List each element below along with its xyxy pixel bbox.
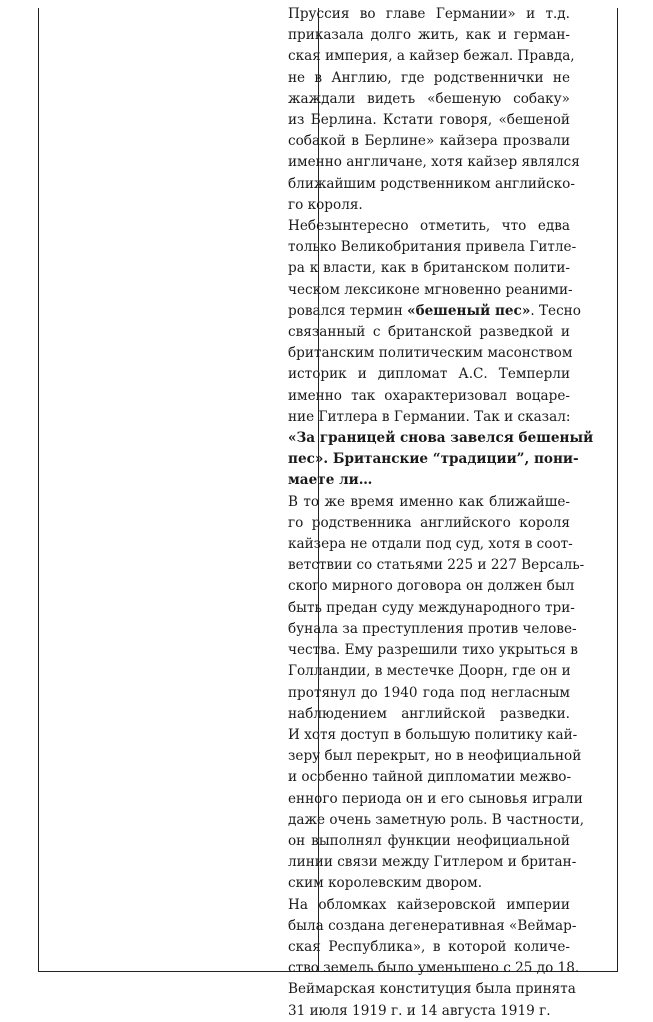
text-line: [288, 767, 570, 788]
text-run: он выполнял функции неофициальной: [288, 832, 570, 849]
text-run: наблюдением английской разведки.: [288, 705, 570, 722]
text-line: [288, 428, 594, 449]
text-line: [288, 301, 581, 322]
text-run: На обломках кайзеровской империи: [288, 896, 570, 913]
text-line: [288, 831, 570, 852]
text-line: [288, 661, 570, 682]
text-line: [288, 534, 573, 555]
text-run: Пруссия во главе Германии» и т.д.: [288, 6, 570, 22]
text-line: [288, 449, 579, 470]
text-line: [288, 386, 570, 407]
text-line: [288, 683, 570, 704]
text-run: ческом лексиконе мгновенно реаними-: [288, 281, 573, 298]
text-run: ская Республика», в которой количе-: [288, 938, 570, 955]
text-run: бунала за преступления против челове-: [288, 620, 577, 637]
text-run: ветствии со статьями 225 и 227 Версаль-: [288, 557, 585, 574]
text-run: ская империя, а кайзер бежал. Правда,: [288, 48, 575, 65]
text-run: не в Англию, где родственнички не: [288, 69, 570, 86]
text-run: И хотя доступ в большую политику кай-: [288, 726, 578, 743]
text-line: [288, 810, 585, 831]
text-run: историк и дипломат А.С. Темперли: [288, 366, 570, 383]
text-line: [288, 174, 575, 195]
text-line: [288, 407, 570, 428]
text-line: [288, 916, 577, 937]
text-line: [288, 25, 570, 46]
text-run: ра к власти, как в британском полити-: [288, 260, 570, 277]
text-line: [288, 704, 570, 725]
text-line: [288, 4, 570, 25]
text-line: [288, 470, 570, 491]
text-line: [288, 725, 578, 746]
text-run: линии связи между Гитлером и британ-: [288, 854, 577, 871]
text-line: [288, 513, 570, 534]
text-line: [288, 789, 583, 810]
bold-text-run: «бешеный пес»: [407, 302, 531, 319]
text-run: ние Гитлера в Германии. Так и сказал:: [288, 408, 571, 425]
text-run: кайзера не отдали под суд, хотя в соот-: [288, 536, 573, 553]
text-run: даже очень заметную роль. В частности,: [288, 811, 585, 828]
text-line: [288, 492, 570, 513]
text-line: [288, 852, 577, 873]
text-run: го короля.: [288, 196, 363, 213]
text-run: Небезынтересно отметить, что едва: [288, 218, 570, 235]
text-run: ровался термин: [288, 302, 408, 319]
text-run: Голландии, в местечке Доорн, где он и: [288, 663, 571, 680]
text-line: [288, 1001, 570, 1022]
text-run: только Великобритания привела Гитле-: [288, 239, 577, 256]
text-line: [288, 89, 570, 110]
text-run: быть предан суду международного три-: [288, 599, 575, 616]
text-line: [288, 46, 575, 67]
text-line: [288, 195, 570, 216]
text-run: из Берлина. Кстати говоря, «бешеной: [288, 112, 570, 129]
text-run: зеру был перекрыт, но в неофициальной: [288, 748, 582, 765]
text-line: [288, 322, 570, 343]
text-line: [288, 152, 580, 173]
text-line: [288, 343, 573, 364]
text-line: [288, 895, 570, 916]
text-run: ближайшим родственником английско-: [288, 175, 575, 192]
text-line: [288, 576, 575, 597]
text-run: го родственника английского короля: [288, 514, 570, 531]
text-run: Веймарская конституция была принята: [288, 981, 576, 998]
text-run: ского мирного договора он должен был: [288, 578, 575, 595]
bold-text-run: пес». Британские “традиции”, пони-: [288, 451, 579, 468]
text-run: была создана дегенеративная «Веймар-: [288, 917, 577, 934]
text-run: именно англичане, хотя кайзер являлся: [288, 154, 580, 171]
text-line: [288, 746, 582, 767]
text-line: [288, 364, 570, 385]
text-run: протянул до 1940 года под негласным: [288, 684, 570, 701]
text-run: приказала долго жить, как и герман-: [288, 27, 570, 44]
text-line: [288, 216, 570, 237]
text-line: [288, 555, 585, 576]
text-run: ство земель было уменьшено с 25 до 18.: [288, 960, 580, 977]
bold-text-run: «За границей снова завелся бешеный: [288, 430, 594, 447]
text-run: В то же время именно как ближайше-: [288, 493, 570, 510]
text-line: [288, 131, 570, 152]
right-column-text: [288, 4, 594, 1022]
bold-text-run: маете ли…: [288, 472, 373, 489]
text-line: [288, 258, 570, 279]
text-run: британским политическим масонством: [288, 345, 573, 362]
text-run: 31 июля 1919 г. и 14 августа 1919 г.: [288, 1002, 551, 1019]
text-line: [288, 280, 573, 301]
text-line: [288, 640, 578, 661]
text-run: и особенно тайной дипломатии межво-: [288, 769, 572, 786]
text-line: [288, 110, 570, 131]
text-run: енного периода он и его сыновья играли: [288, 790, 583, 807]
text-run: ским королевским двором.: [288, 875, 483, 892]
text-line: [288, 237, 577, 258]
text-line: [288, 873, 570, 894]
text-line: [288, 68, 570, 89]
text-line: [288, 598, 575, 619]
text-run: . Тесно: [530, 302, 581, 319]
text-run: именно так охарактеризовал воцаре-: [288, 387, 570, 404]
text-run: связанный с британской разведкой и: [288, 324, 570, 341]
text-line: [288, 958, 580, 979]
text-run: чества. Ему разрешили тихо укрыться в: [288, 642, 578, 659]
text-line: [288, 979, 576, 1000]
text-run: жаждали видеть «бешеную собаку»: [288, 90, 570, 107]
text-run: собакой в Берлине» кайзера прозвали: [288, 133, 570, 150]
text-line: [288, 937, 570, 958]
text-line: [288, 619, 577, 640]
